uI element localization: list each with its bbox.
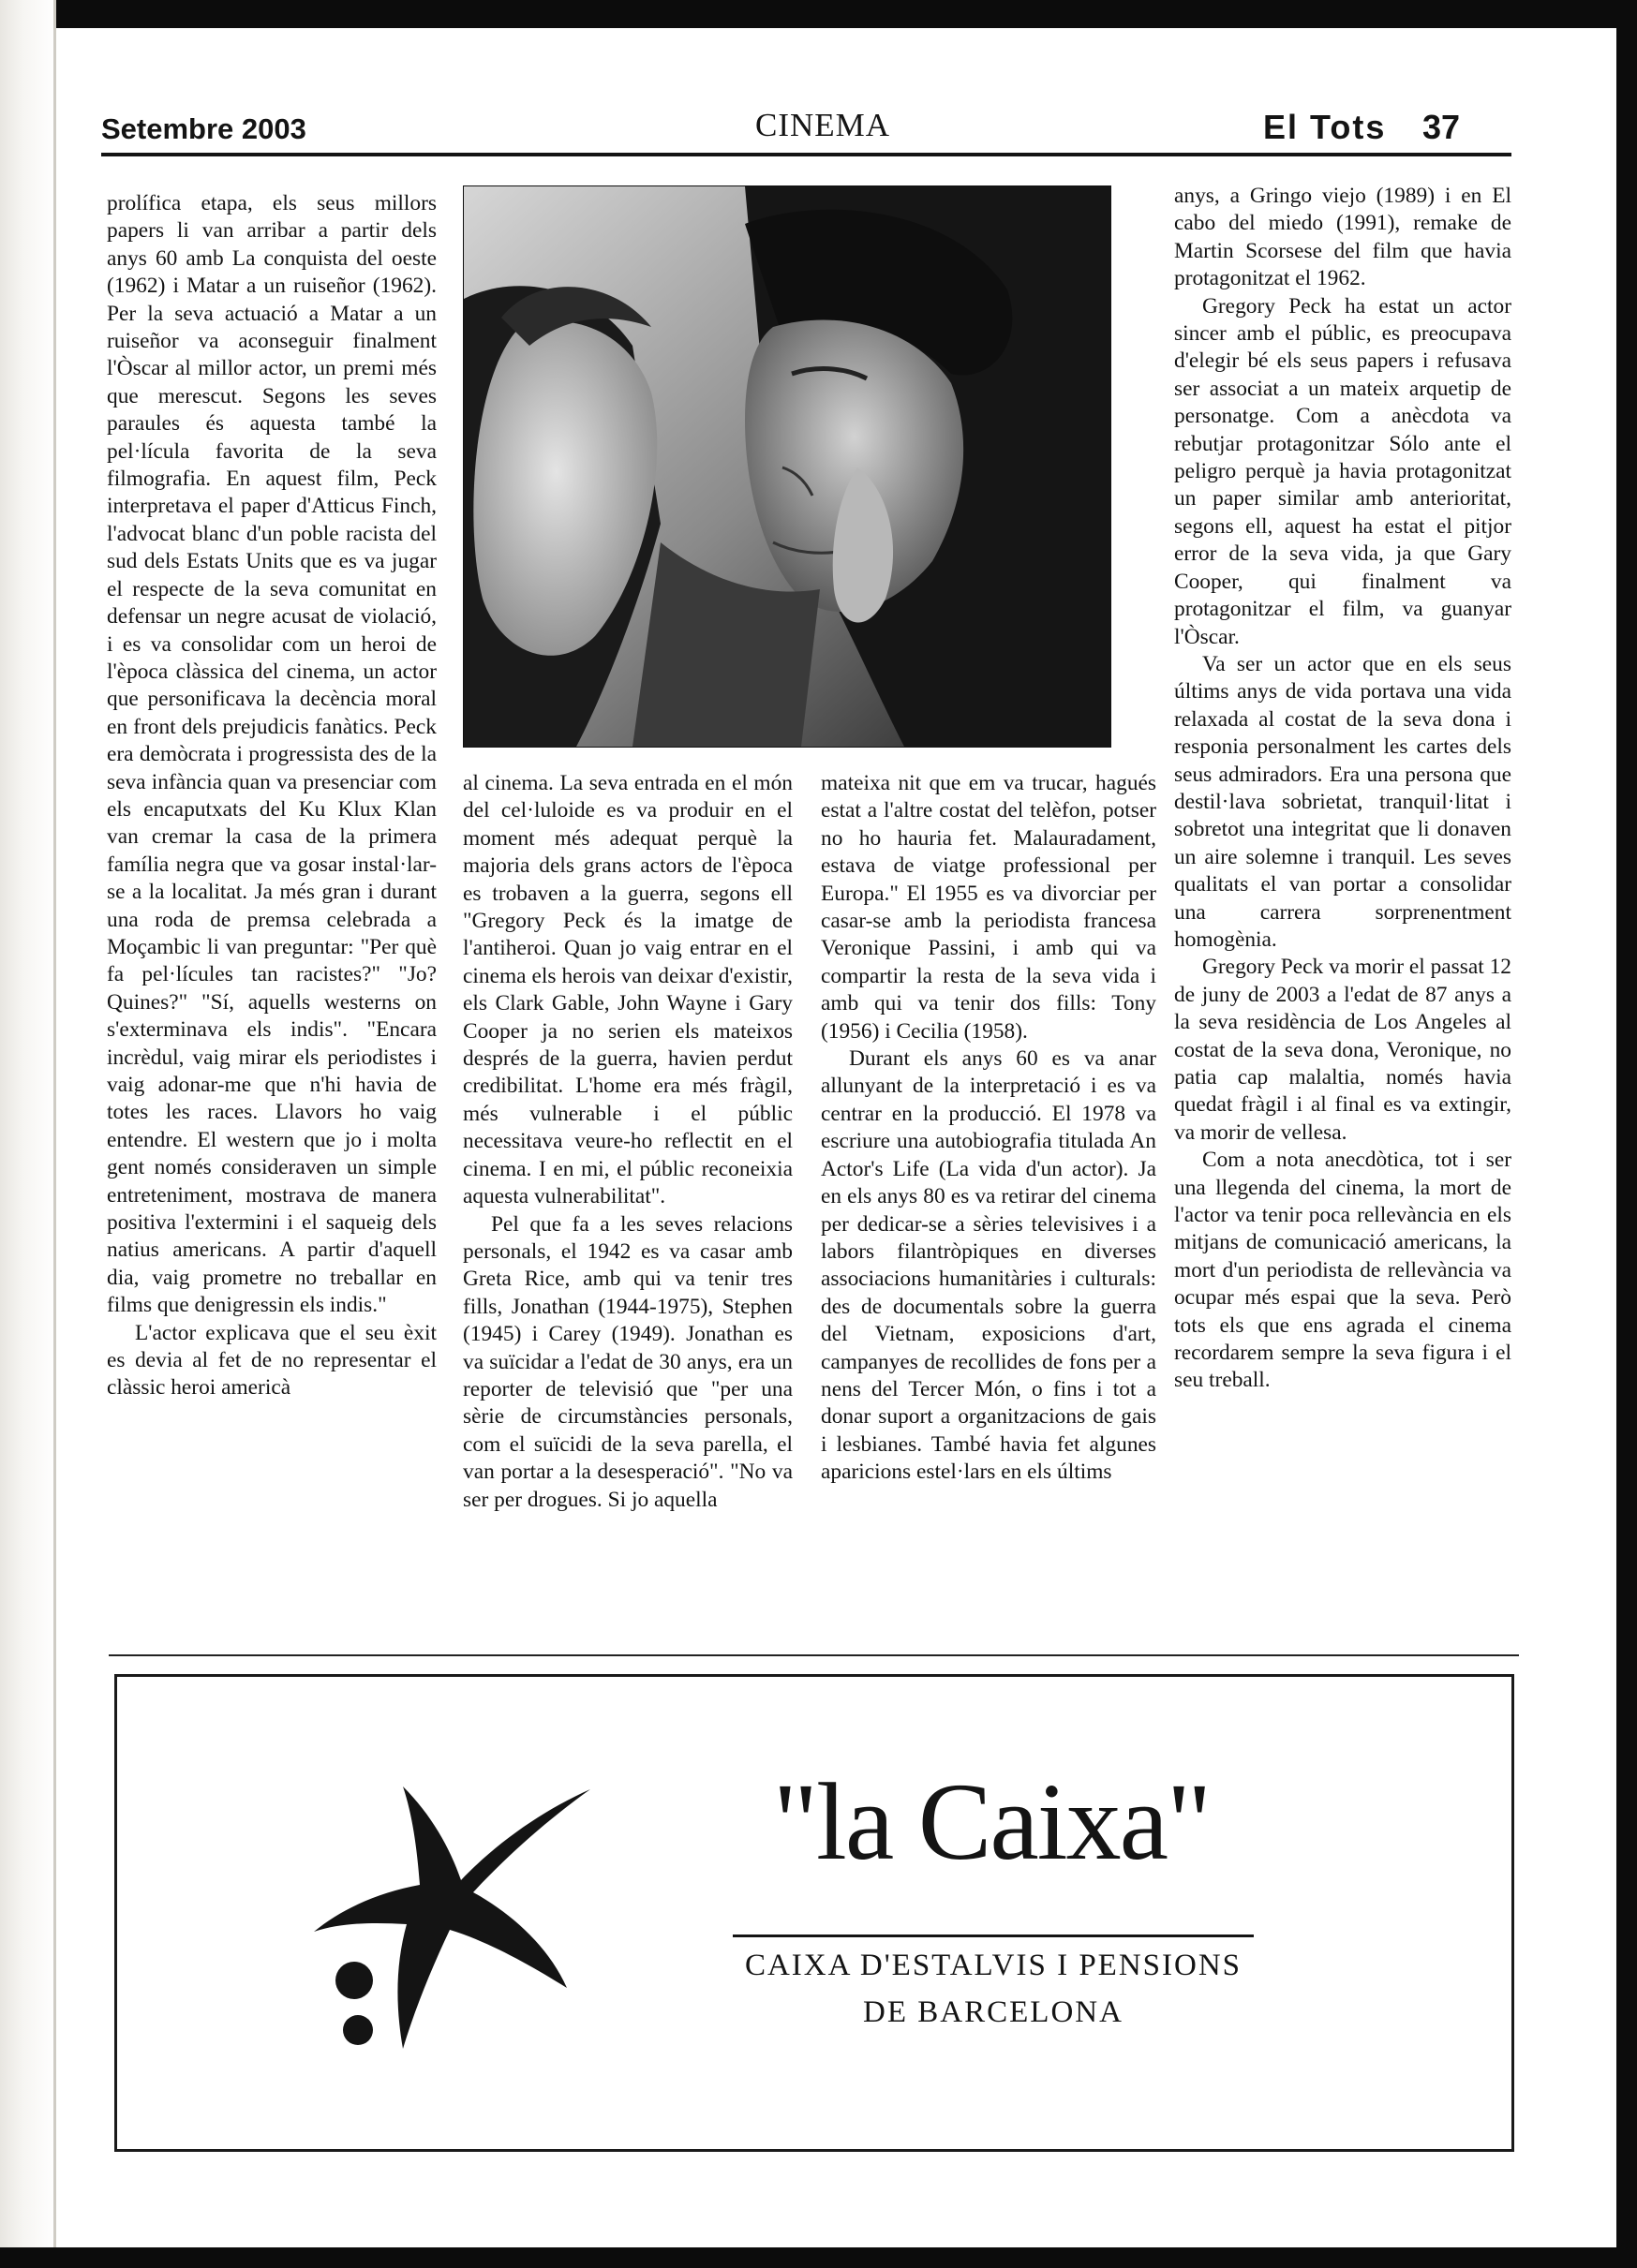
paragraph: Durant els anys 60 es va anar allunyant de la interpretació i es va centrar en la producció. El 1978 va escriure una autobiografia titulada An Actor's Life (La vida d'un actor). Ja en els anys 80 es va retirar del cinema per dedicar-se a sèries televisives i a labors filantròpiques en diverses associacions humanitàries i culturals: des de documentals sobre la guerra del Vietnam, exposicions d'art, campanyes de recollides de fons per a nens del Tercer Món, o fins i tot a donar suport a organitzacions de gais i lesbianes. També havia fet algunes aparicions estel·lars en els últims: [821, 1046, 1156, 1485]
scan-border-top: [0, 0, 1637, 28]
paragraph: Pel que fa a les seves relacions personals, el 1942 es va casar amb Greta Rice, amb qui va tenir tres fills, Jonathan (1944-1975), Stephen (1945) i Carey (1949). Jonathan es va suïcidar a l'edat de 30 anys, era un reporter de televisió que "per una sèrie de circumstàncies personals, com el suïcidi de la seva parella, el van portar a la desesperació". "No va ser per drogues. Si jo aquella: [463, 1211, 793, 1512]
paragraph: al cinema. La seva entrada en el món del cel·luloide es va produir en el moment més adequat perquè la majoria dels grans actors de l'època es trobaven a la guerra, segons ell "Gregory Peck és la imatge de l'antiheroi. Quan jo vaig entrar en el cinema els herois van deixar d'existir, els Clark Gable, John Wayne i Gary Cooper ja no serien els mateixos després de la guerra, havien perdut credibilitat. L'home era més fràgil, més vulnerable i el públic necessitava veure-ho reflectit en el cinema. I en mi, el públic reconeixia aquesta vulnerabilitat".: [463, 771, 793, 1209]
star-logo-icon: [309, 1782, 600, 2058]
paragraph: Gregory Peck va morir el passat 12 de juny de 2003 a l'edat de 87 anys a la seva residència de Los Angeles al costat de la seva dona, Veronique, no patia cap malaltia, només havia quedat fràgil i al final es va extingir, va morir de vellesa.: [1174, 955, 1511, 1145]
scan-border-right: [1616, 0, 1637, 2268]
page-spine: [0, 0, 56, 2268]
bank-brand-name: "la Caixa": [772, 1760, 1211, 1883]
section-title: CINEMA: [755, 107, 891, 143]
brand-underline: [733, 1934, 1254, 1937]
article-column-1: [107, 190, 437, 1402]
publication-name: El Tots: [1263, 108, 1387, 146]
paragraph: anys, a Gringo viejo (1989) i en El cabo del miedo (1991), remake de Martin Scorsese del film que havia protagonitzat el 1962.: [1174, 184, 1511, 291]
page-header: [101, 105, 1511, 154]
paragraph: L'actor explicava que el seu èxit es devia al fet de no representar el clàssic heroi americà: [107, 1320, 437, 1401]
scan-border-bottom: [0, 2247, 1637, 2268]
article-column-4: [1174, 183, 1511, 1395]
photo-illustration: [464, 186, 1110, 747]
bank-subtitle-line1: CAIXA D'ESTALVIS I PENSIONS: [744, 1949, 1243, 1982]
article-column-2: [463, 770, 793, 1514]
advertisement-box: [114, 1674, 1514, 2152]
paragraph: Gregory Peck ha estat un actor sincer amb el públic, es preocupava d'elegir bé els seus papers i refusava ser associat a un mateix arquetip de personatge. Com a anècdota va rebutjar protagonitzar Sólo ante el peligro perquè ja havia protagonitzat un paper similar amb anterioritat, segons ell, aquest ha estat el pitjor error de la seva vida, ja que Gary Cooper, qui finalment va protagonitzar el film, va guanyar l'Òscar.: [1174, 293, 1511, 649]
paragraph: Va ser un actor que en els seus últims anys de vida portava una vida relaxada al costat de la seva dona i responia personalment les cartes dels seus admiradors. Era una persona que destil·lava sobrietat, tranquil·litat i sobretot una integritat que li donaven un aire solemne i tranquil. Les seves qualitats el van portar a consolidar una carrera sorprenentment homogènia.: [1174, 651, 1511, 952]
article-divider: [109, 1654, 1519, 1656]
page-number: 37: [1422, 108, 1461, 146]
paragraph: prolífica etapa, els seus millors papers li van arribar a partir dels anys 60 amb La conquista del oeste (1962) i Matar a un ruiseñor (1962). Per la seva actuació a Matar a un ruiseñor va aconseguir finalment l'Òscar al millor actor, un premi més que merescut. Segons les seves paraules és aquesta també la pel·lícula favorita de la seva filmografia. En aquest film, Peck interpretava el paper d'Atticus Finch, l'advocat blanc d'un poble racista del sud dels Estats Units que es va jugar el respecte de la seva comunitat en defensar un negre acusat de violació, i es va consolidar com un heroi de l'època clàssica del cinema, un actor que personificava la decència moral en front dels prejudicis fanàtics. Peck era demòcrata i progressista des de la seva infància quan va presenciar com els encaputxats del Ku Klux Klan van cremar la casa de la primera família negra que va gosar instal·lar-se a la localitat. Ja més gran i durant una roda de premsa celebrada a Moçambic li van preguntar: "Per què fa pel·lícules tan racistes?" "Jo? Quines?" "Sí, aquells westerns on s'exterminava els indis". "Encara incrèdul, vaig mirar els periodistes i vaig adonar-me que n'hi havia de totes les races. Llavors ho vaig entendre. El western que jo i molta gent només consideraven un simple entreteniment, mostrava de manera positiva l'extermini i el saqueig dels natius americans. A partir d'aquell dia, vaig prometre no treballar en films que denigressin els indis.": [107, 191, 437, 1318]
issue-date: Setembre 2003: [101, 112, 306, 145]
header-rule: [101, 153, 1511, 156]
paragraph: Com a nota anecdòtica, tot i ser una llegenda del cinema, la mort de l'actor va tenir poca rellevància en els mitjans de comunicació americans, la mort d'un periodista de rellevància va ocupar més espai que la seva. Però tots els que ens agrada el cinema recordarem sempre la seva figura i el seu treball.: [1174, 1148, 1511, 1393]
article-column-3: [821, 770, 1156, 1487]
paragraph: mateixa nit que em va trucar, hagués estat a l'altre costat del telèfon, potser no ho hauria fet. Malauradament, estava de viatge professional per Europa." El 1955 es va divorciar per casar-se amb la periodista francesa Veronique Passini, i amb qui va compartir la resta de la seva vida i amb qui va tenir dos fills: Tony (1956) i Cecilia (1958).: [821, 771, 1156, 1044]
film-still-photo: [463, 185, 1111, 748]
bank-subtitle-line2: DE BARCELONA: [863, 1995, 1124, 2029]
